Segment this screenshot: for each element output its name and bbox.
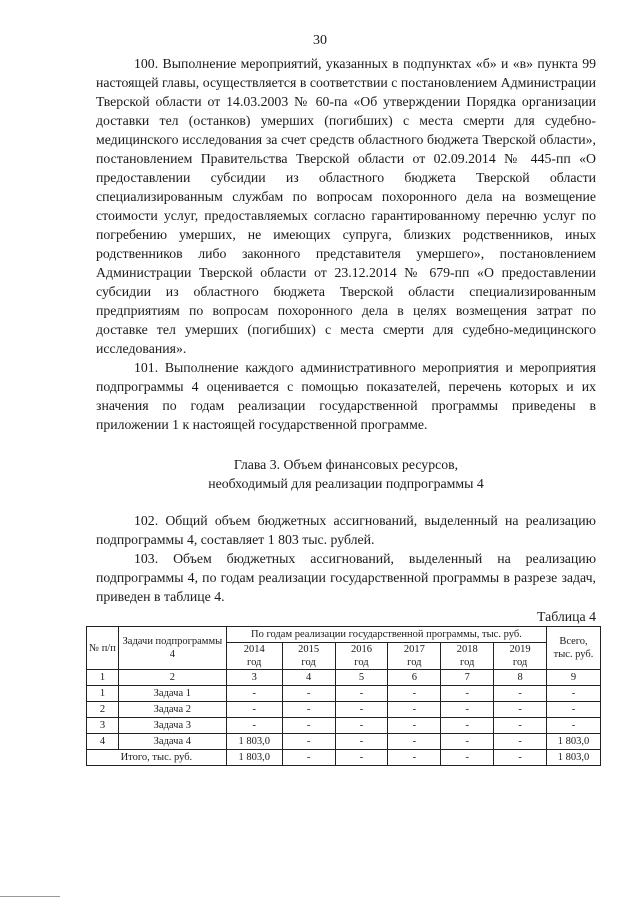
row-year-value-cell: - (494, 734, 547, 750)
header-year-2018 (441, 643, 494, 670)
row-year-value-cell: - (226, 686, 282, 702)
row-total-cell: - (547, 718, 601, 734)
row-total-cell: - (547, 686, 601, 702)
column-number-cell: 3 (226, 670, 282, 686)
table-row (87, 734, 601, 750)
column-number-row (87, 670, 601, 686)
row-year-value-cell: - (494, 718, 547, 734)
header-year-suffix: год (247, 657, 262, 668)
total-year-value-cell: - (441, 750, 494, 766)
header-tasks: Задачи подпрограммы 4 (118, 627, 226, 670)
chapter-heading-line2: необходимый для реализации подпрограммы 4 (208, 476, 484, 491)
row-year-value-cell: - (335, 734, 388, 750)
document-body (89, 54, 596, 766)
row-year-value-cell: - (335, 686, 388, 702)
column-number-cell: 7 (441, 670, 494, 686)
header-year-value: 2019 (509, 644, 531, 655)
row-num-cell: 3 (87, 718, 119, 734)
row-year-value-cell: - (335, 718, 388, 734)
header-year-value: 2014 (243, 644, 265, 655)
row-num-cell: 4 (87, 734, 119, 750)
row-year-value-cell: - (282, 702, 335, 718)
funding-table (86, 626, 601, 766)
paragraph-100: 100. Выполнение мероприятий, указанных в подпунктах «б» и «в» пункта 99 настоящей главы, осуществляется в соответствии с постановлением Администрации Тверской области от 14.03.2003 № 60-па «Об утверждении Порядка организации доставки тел (останков) умерших (погибших) с места смерти для судебно-медицинского исследования за счет средств областного бюджета Тверской области», постановлением Правительства Тверской области от 02.09.2014 № 445-пп «О предоставлении субсидии из областного бюджета Тверской области специализированным службам по вопросам похоронного дела на возмещение стоимости услуг, предоставляемых согласно гарантированному перечню услуг по погребению умерших, не имеющих супруга, близких родственников, иных родственников либо законного представителя умершего», постановлением Администрации Тверской области от 23.12.2014 № 679-пп «О предоставлении субсидии из областного бюджета Тверской области специализированным предприятиям по вопросам похоронного дела в целях возмещения затрат по доставке тел умерших (погибших) с места смерти для судебно-медицинского исследования». (96, 56, 596, 356)
table-caption: Таблица 4 (536, 609, 596, 624)
row-year-value-cell: - (282, 718, 335, 734)
row-year-value-cell: - (441, 734, 494, 750)
total-year-value-cell: - (282, 750, 335, 766)
row-num-cell: 2 (87, 702, 119, 718)
row-task-cell: Задача 4 (118, 734, 226, 750)
row-year-value-cell: - (282, 686, 335, 702)
total-year-value-cell: 1 803,0 (226, 750, 282, 766)
chapter-heading (96, 455, 596, 493)
header-year-value: 2016 (350, 644, 372, 655)
header-year-value: 2018 (456, 644, 478, 655)
row-year-value-cell: - (226, 702, 282, 718)
paragraph-102: 102. Общий объем бюджетных ассигнований, выделенный на реализацию подпрограммы 4, составляет 1 803 тыс. рублей. (96, 513, 596, 547)
header-year-suffix: год (460, 657, 475, 668)
header-year-2015 (282, 643, 335, 670)
row-year-value-cell: - (441, 718, 494, 734)
chapter-heading-line1: Глава 3. Объем финансовых ресурсов, (233, 457, 459, 472)
column-number-cell: 6 (388, 670, 441, 686)
column-number-cell: 5 (335, 670, 388, 686)
table-row (87, 686, 601, 702)
scan-artifact-line (0, 896, 60, 897)
header-by-years: По годам реализации государственной программы, тыс. руб. (226, 627, 546, 643)
total-label-cell: Итого, тыс. руб. (87, 750, 227, 766)
header-year-2016 (335, 643, 388, 670)
header-year-value: 2015 (298, 644, 320, 655)
column-number-cell: 9 (547, 670, 601, 686)
row-task-cell: Задача 3 (118, 718, 226, 734)
row-year-value-cell: - (441, 686, 494, 702)
header-year-suffix: год (407, 657, 422, 668)
column-number-cell: 4 (282, 670, 335, 686)
row-year-value-cell: - (388, 686, 441, 702)
total-year-value-cell: - (335, 750, 388, 766)
header-num: № п/п (87, 627, 119, 670)
header-total: Всего, тыс. руб. (547, 627, 601, 670)
row-task-cell: Задача 1 (118, 686, 226, 702)
header-year-value: 2017 (403, 644, 425, 655)
row-year-value-cell: - (494, 702, 547, 718)
column-number-cell: 2 (118, 670, 226, 686)
page-number: 30 (313, 33, 327, 48)
row-year-value-cell: - (494, 686, 547, 702)
paragraph-101: 101. Выполнение каждого административного мероприятия и мероприятия подпрограммы 4 оценивается с помощью показателей, перечень которых и их значения по годам реализации государственной программы приведены в приложении 1 к настоящей государственной программе. (96, 360, 596, 432)
table-row (87, 702, 601, 718)
header-year-2017 (388, 643, 441, 670)
total-row (87, 750, 601, 766)
total-year-value-cell: - (494, 750, 547, 766)
header-year-suffix: год (512, 657, 528, 668)
row-year-value-cell: 1 803,0 (226, 734, 282, 750)
column-number-cell: 8 (494, 670, 547, 686)
row-year-value-cell: - (335, 702, 388, 718)
row-year-value-cell: - (226, 718, 282, 734)
row-year-value-cell: - (441, 702, 494, 718)
total-year-value-cell: - (388, 750, 441, 766)
row-year-value-cell: - (388, 702, 441, 718)
header-year-2019 (494, 643, 547, 670)
row-total-cell: - (547, 702, 601, 718)
header-year-suffix: год (354, 657, 369, 668)
header-year-suffix: год (301, 657, 316, 668)
paragraph-103: 103. Объем бюджетных ассигнований, выделенный на реализацию подпрограммы 4, по годам реализации государственной программы в разрезе задач, приведен в таблице 4. (96, 551, 596, 604)
row-year-value-cell: - (282, 734, 335, 750)
row-year-value-cell: - (388, 734, 441, 750)
table-row (87, 718, 601, 734)
row-total-cell: 1 803,0 (547, 734, 601, 750)
row-num-cell: 1 (87, 686, 119, 702)
column-number-cell: 1 (87, 670, 119, 686)
table-body (87, 686, 601, 750)
row-year-value-cell: - (388, 718, 441, 734)
total-sum-cell: 1 803,0 (547, 750, 601, 766)
header-year-2014 (226, 643, 282, 670)
row-task-cell: Задача 2 (118, 702, 226, 718)
